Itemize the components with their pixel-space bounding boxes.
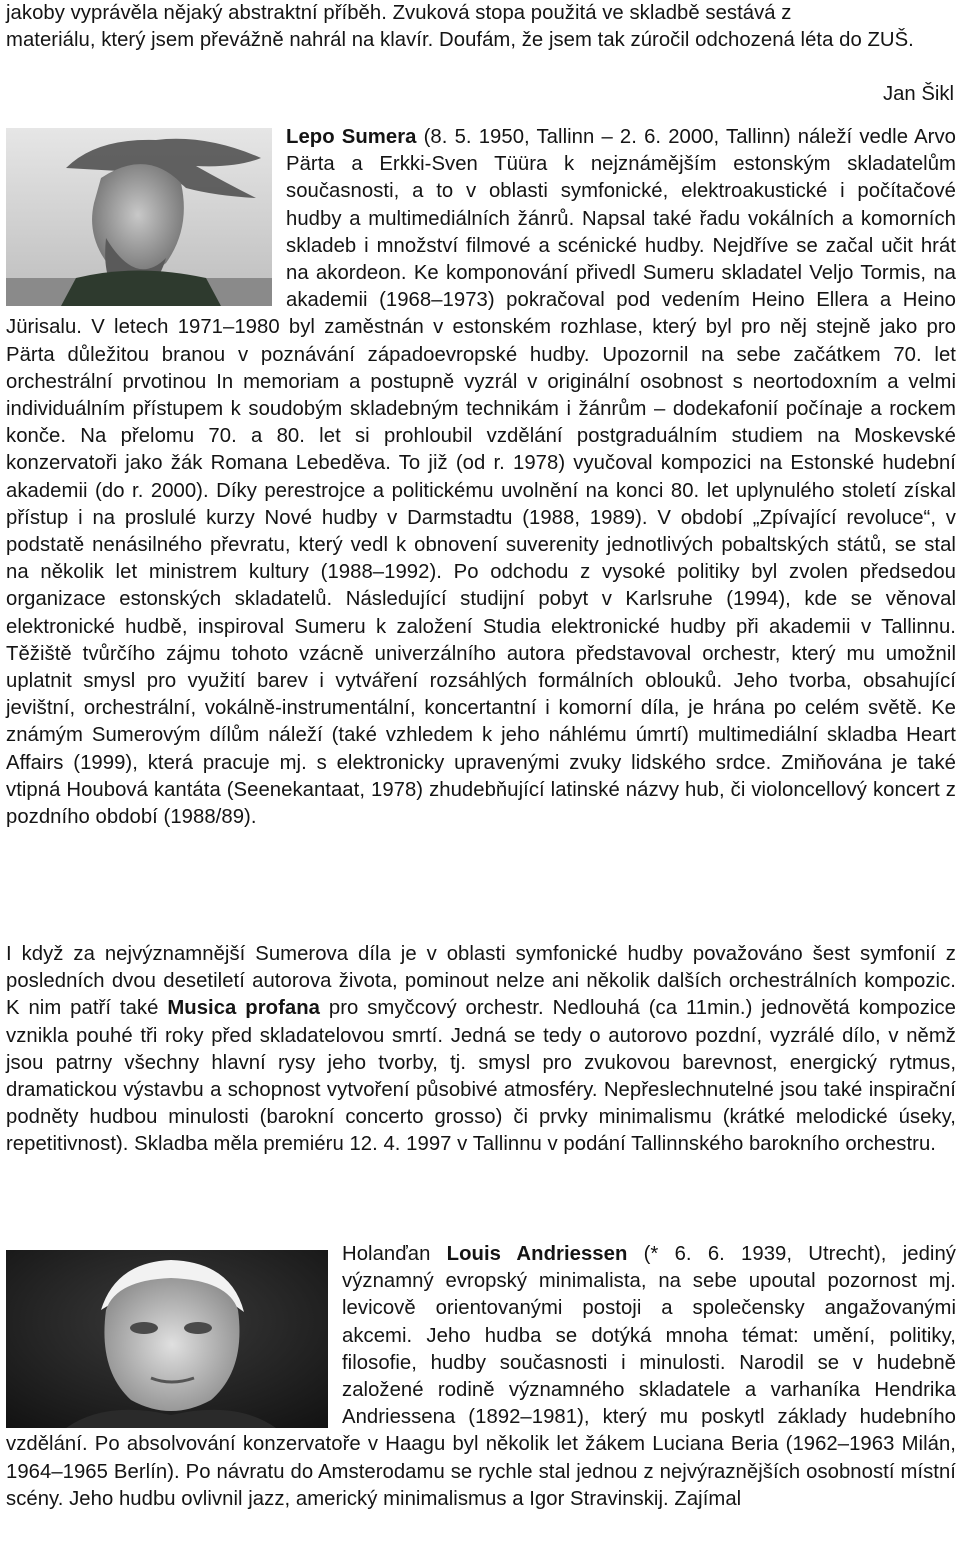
andriessen-before: Holanďan [342,1243,447,1265]
intro-line: jakoby vyprávěla nějaký abstraktní příběh. Zvuková stopa použitá ve skladbě sestává z [6,2,792,24]
work-title-musica-profana: Musica profana [167,997,320,1020]
intro-rest: materiálu, který jsem převážně nahrál na klavír. Doufám, že jsem tak zúročil odchozená léta do ZUŠ. [6,29,914,52]
composer-name-andriessen: Louis Andriessen [446,1243,628,1265]
sumera-paragraph [6,124,956,831]
sumera-body: (8. 5. 1950, Tallinn – 2. 6. 2000, Tallinn) náleží vedle Arvo Pärta a Erkki-Sven Tüüra k nejznámějším estonským skladatelům současnosti, a to v oblasti symfonické, elektroakustické i počítačové hudby a multimediálních žánrů. Napsal také řadu vokálních a komorních skladeb i množství filmové a scénické hudby. Nejdříve se začal učit hrát na akordeon. Ke komponování přivedl Sumeru skladatel Veljo Tormis, na akademii (1968–1973) pokračoval pod vedením Heino Ellera a Heino Jürisalu. V letech 1971–1980 byl zaměstnán v estonském rozhlase, který byl pro něj stejně jako pro Pärta důležitou branou v poznávání západoevropské hudby. Upozornil na sebe začátkem 70. let orchestrální prvotinou In memoriam a postupně vyzrál v originální osobnost s neortodoxním a velmi individuálním přístupem k soudobým skladebným technikám i žánrům – dodekafonií počínaje a rockem konče. Na přelomu 70. a 80. let si prohloubil vzdělání postgraduálním studiem na Moskevské konzervatoři jako žák Romana Lebeděva. To již (od r. 1978) vyučoval kompozici na Estonské hudební akademii (do r. 2000). Díky perestrojce a politickému uvolnění na konci 80. let uplynulého století získal přístup i na proslulé kurzy Nové hudby v Darmstadtu (1988, 1989). V období „Zpívající revoluce“, v podstatě nenásilného převratu, který vedl k obnovení suverenity jednotlivých pobaltských států, se stal na několik let ministrem kultury (1988–1992). Po odchodu z vysoké politiky byl zvolen předsedou organizace estonských skladatelů. Následující studijní pobyt v Karlsruhe (1994), kde se věnoval elektronické hudbě, inspiroval Sumeru k založení Studia elektronické hudby při akademii v Tallinnu. Těžiště tvůrčího zájmu tohoto vzácně univerzálního autora představoval orchestr, který mu umožnil uplatnit smysl pro využití barev i vytváření rozsáhlých formálních oblouků. Jeho tvorba, obsahující jevištní, orchestrální, vokálně-instrumentální, koncertantní i komorní díla, je hrána po celém světě. Ke známým Sumerovým dílům náleží (také vzhledem k jeho náhlému úmrtí) multimediální skladba Heart Affairs (1999), která pracuje mj. s elektronicky upravenými zvuky lidského srdce. Zmiňována je také vtipná Houbová kantáta (Seenekantaat, 1978) zhudebňující latinské názvy hub, či violoncellový koncert z pozdního období (1988/89). [6,126,956,829]
photo-spacer [6,1241,342,1429]
author-signature: Jan Šikl [882,83,954,105]
andriessen-paragraph [6,1241,956,1513]
musica-profana-paragraph [6,941,956,1159]
composer-name-sumera: Lepo Sumera [286,126,417,148]
andriessen-body: (* 6. 6. 1939, Utrecht), jediný významný evropský minimalista, na sebe upoutal pozornost mj. levicově orientovanými postoji a společensky angažovanými akcemi. Jeho hudba se dotýká mnoha témat: umění, politiky, filosofie, hudby současnosti i minulosti. Narodil se v hudebně založené rodině významného skladatele a varhaníka Hendrika Andriessena (1892–1981), který mu poskytl základy hudebního vzdělání. Po absolvování konzervatoře v Haagu byl několik let žákem Luciana Beria (1962–1963 Milán, 1964–1965 Berlín). Po návratu do Amsterodamu se rychle stal jednou z nejvýraznějších osobností místní scény. Jeho hudbu ovlivnil jazz, americký minimalismus a Igor Stravinskij. Zajímal [6,1243,956,1510]
musica-after: pro smyčcový orchestr. Nedlouhá (ca 11min.) jednovětá kompozice vznikla pouhé tři roky před skladatelovou smrtí. Jedná se tedy o autorovo pozdní, vyzrálé dílo, v němž jsou patrny všechny hlavní rysy jeho tvorby, tj. smysl pro zvukovou barevnost, energický rytmus, dramatickou výstavbu a schopnost vytvoření působivé atmosféry. Nepřeslechnutelné jsou také inspirační podněty hudbou minulosti (barokní concerto grosso) či prvky minimalismu (krátké melodické úseky, repetitivnost). Skladba měla premiéru 12. 4. 1997 v Tallinnu v podání Tallinnského barokního orchestru. [6,997,956,1156]
photo-spacer [6,124,286,300]
intro-paragraph [6,0,956,54]
musica-before: I když za nejvýznamnější Sumerova díla je v oblasti symfonické hudby považováno šest symfonií z posledních dvou desetiletí autorova života, pominout nelze ani několik dalších orchestrálních kompozic. K nim patří také [6,943,956,1020]
